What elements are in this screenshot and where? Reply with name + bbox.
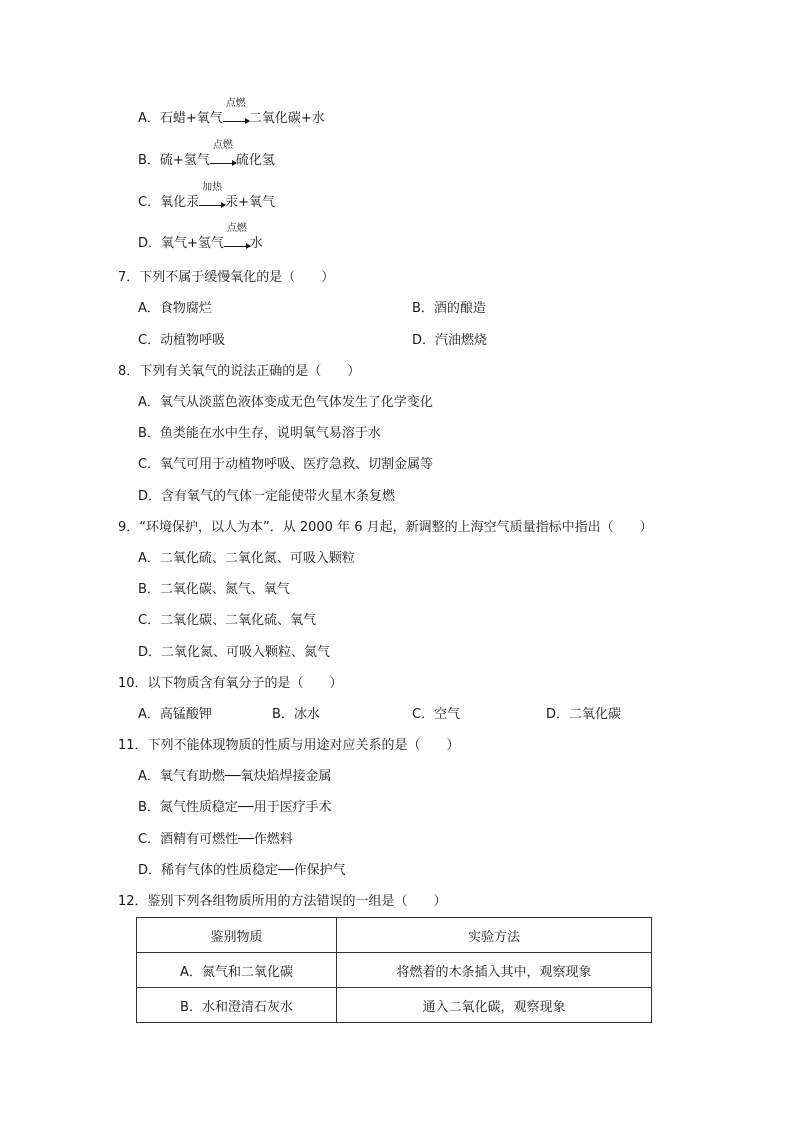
q11-option-c: C．酒精有可燃性──作燃料 bbox=[138, 832, 293, 847]
q10-option-d: D．二氧化碳 bbox=[546, 707, 622, 722]
option-label: B． bbox=[138, 153, 160, 168]
q8-option-b: B．鱼类能在水中生存，说明氧气易溶于水 bbox=[138, 426, 381, 441]
table-row bbox=[137, 953, 652, 988]
q8-option-c: C．氧气可用于动植物呼吸、医疗急救、切割金属等 bbox=[138, 457, 434, 472]
reaction-condition: 点燃 bbox=[226, 223, 247, 234]
option-label: D． bbox=[138, 236, 162, 251]
q10-option-b: B．冰水 bbox=[272, 707, 320, 722]
q6-option-b bbox=[138, 140, 275, 171]
q8-stem: 8．下列有关氧气的说法正确的是（ ） bbox=[118, 364, 361, 379]
q7-option-a: A．食物腐烂 bbox=[138, 301, 212, 316]
option-label: A． bbox=[138, 111, 160, 126]
table-cell: 通入二氧化碳，观察现象 bbox=[337, 988, 652, 1023]
reaction-condition: 加热 bbox=[202, 182, 223, 193]
q7-stem: 7．下列不属于缓慢氧化的是（ ） bbox=[118, 270, 335, 285]
table-cell: A．氮气和二氧化碳 bbox=[137, 953, 337, 988]
q9-option-a: A．二氧化硫、二氧化氮、可吸入颗粒 bbox=[138, 551, 355, 566]
reactants: 硫+氢气 bbox=[159, 153, 210, 168]
products: 汞+氧气 bbox=[225, 195, 275, 210]
q9-option-c: C．二氧化碳、二氧化硫、氧气 bbox=[138, 613, 317, 628]
table-header-row bbox=[137, 918, 652, 953]
reaction-arrow bbox=[224, 223, 250, 254]
reaction-arrow bbox=[210, 140, 236, 171]
reaction-arrow bbox=[199, 182, 225, 213]
table-cell: 将燃着的木条插入其中，观察现象 bbox=[337, 953, 652, 988]
products: 二氧化碳+水 bbox=[248, 111, 325, 126]
q7-option-b: B．酒的酿造 bbox=[412, 301, 486, 316]
q6-option-d bbox=[138, 223, 263, 254]
q9-stem: 9．“环境保护，以人为本”．从 2000 年 6 月起，新调整的上海空气质量指标中指出（ ） bbox=[118, 520, 653, 535]
reactants: 氧化汞 bbox=[160, 195, 200, 210]
q12-table bbox=[136, 917, 652, 1023]
q9-option-d: D．二氧化氮、可吸入颗粒、氮气 bbox=[138, 645, 331, 660]
table-header-cell: 鉴别物质 bbox=[137, 918, 337, 953]
q11-option-b: B．氮气性质稳定──用于医疗手术 bbox=[138, 800, 332, 815]
q11-option-a: A．氧气有助燃──氧炔焰焊接金属 bbox=[138, 769, 332, 784]
q10-option-c: C．空气 bbox=[412, 707, 461, 722]
reaction-condition: 点燃 bbox=[212, 140, 233, 151]
q9-option-b: B．二氧化碳、氮气、氧气 bbox=[138, 582, 290, 597]
reactants: 氧气+氢气 bbox=[161, 236, 224, 251]
reaction-condition: 点燃 bbox=[225, 98, 246, 109]
q11-stem: 11．下列不能体现物质的性质与用途对应关系的是（ ） bbox=[118, 738, 460, 753]
q6-option-a bbox=[138, 98, 325, 129]
q10-stem: 10．以下物质含有氧分子的是（ ） bbox=[118, 676, 343, 691]
q8-option-d: D．含有氧气的气体一定能使带火星木条复燃 bbox=[138, 489, 396, 504]
products: 水 bbox=[249, 236, 263, 251]
q8-option-a: A．氧气从淡蓝色液体变成无色气体发生了化学变化 bbox=[138, 395, 433, 410]
q7-option-d: D．汽油燃烧 bbox=[412, 333, 488, 348]
table-header-cell: 实验方法 bbox=[337, 918, 652, 953]
q7-option-c: C．动植物呼吸 bbox=[138, 333, 226, 348]
q12-stem: 12．鉴别下列各组物质所用的方法错误的一组是（ ） bbox=[118, 894, 447, 909]
table-row bbox=[137, 988, 652, 1023]
q6-option-c bbox=[138, 182, 275, 213]
reactants: 石蜡+氧气 bbox=[159, 111, 223, 126]
reaction-arrow bbox=[223, 98, 249, 129]
option-label: C． bbox=[138, 195, 161, 210]
products: 硫化氢 bbox=[235, 153, 275, 168]
q10-option-a: A．高锰酸钾 bbox=[138, 707, 212, 722]
q11-option-d: D．稀有气体的性质稳定──作保护气 bbox=[138, 863, 346, 878]
table-cell: B．水和澄清石灰水 bbox=[137, 988, 337, 1023]
